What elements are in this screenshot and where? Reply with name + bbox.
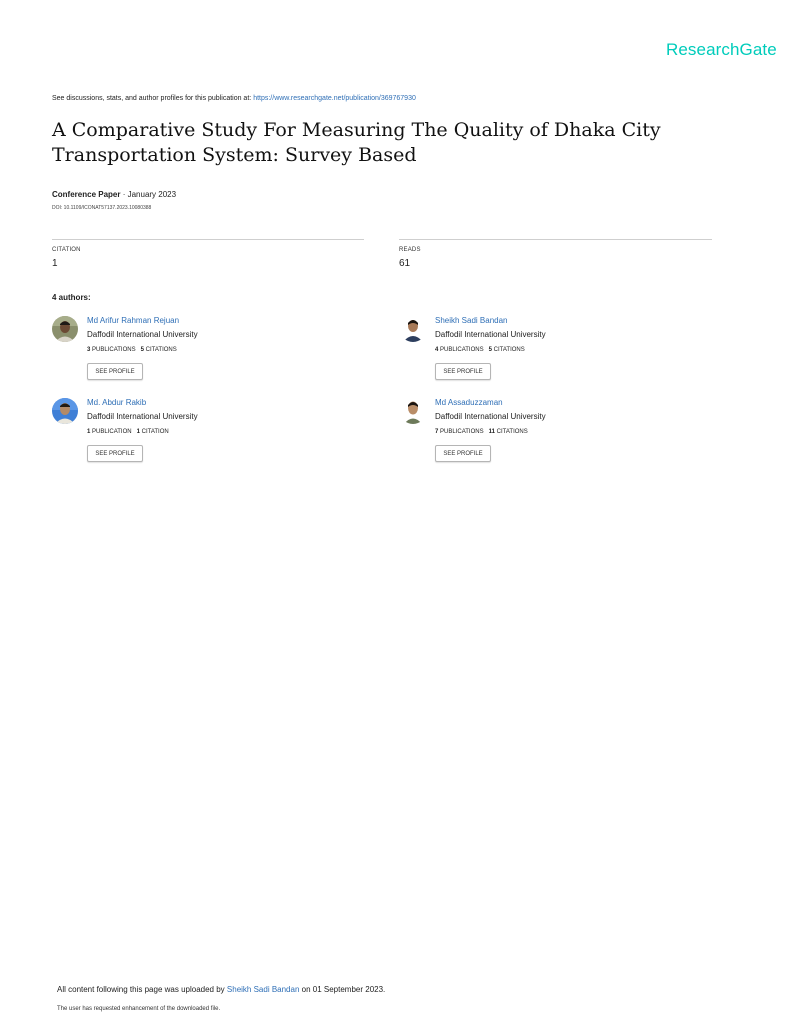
author-avatar[interactable] [400,398,426,424]
citation-label: CITATION [52,247,81,253]
upload-date: on 01 September 2023. [301,985,386,994]
author-name[interactable]: Sheikh Sadi Bandan [435,316,508,325]
publication-label: PUBLICATION [92,429,132,435]
reads-divider [399,239,712,240]
see-profile-button[interactable]: SEE PROFILE [435,363,491,380]
author-stats [87,429,169,435]
citation-label: CITATIONS [145,347,177,353]
author-name[interactable]: Md Assaduzzaman [435,398,503,407]
author-avatar[interactable] [52,316,78,342]
upload-notice [57,985,385,994]
publication-count: 1 [87,429,91,435]
author-stats [435,347,525,353]
publication-type-line [52,190,176,199]
author-affiliation: Daffodil International University [435,412,546,421]
author-name[interactable]: Md Arifur Rahman Rejuan [87,316,180,325]
citation-label: CITATIONS [496,429,528,435]
enhancement-note: The user has requested enhancement of the downloaded file. [57,1006,221,1012]
publication-label: PUBLICATIONS [92,347,136,353]
authors-heading: 4 authors: [52,293,91,302]
publication-type: Conference Paper [52,190,121,199]
author-name[interactable]: Md. Abdur Rakib [87,398,147,407]
author-affiliation: Daffodil International University [87,412,198,421]
publication-label: PUBLICATIONS [440,429,484,435]
citation-count: 11 [488,429,495,435]
author-affiliation: Daffodil International University [435,330,546,339]
notice-text: See discussions, stats, and author profiles for this publication at: [52,95,252,102]
author-stats [87,347,177,353]
see-profile-button[interactable]: SEE PROFILE [435,445,491,462]
citation-count: 1 [52,258,58,269]
reads-label: READS [399,247,421,253]
citation-label: CITATIONS [493,347,525,353]
author-stats [435,429,528,435]
publication-count: 4 [435,347,439,353]
see-profile-button[interactable]: SEE PROFILE [87,445,143,462]
citation-divider [52,239,364,240]
doi: DOI: 10.1109/ICONAT57137.2023.10080388 [52,205,152,211]
citation-label: CITATION [141,429,169,435]
publication-count: 7 [435,429,439,435]
author-avatar[interactable] [400,316,426,342]
citation-count: 1 [136,429,140,435]
researchgate-logo[interactable]: ResearchGate [666,40,777,59]
upload-prefix: All content following this page was uploaded by [57,985,225,994]
uploader-link[interactable]: Sheikh Sadi Bandan [226,985,300,994]
see-profile-button[interactable]: SEE PROFILE [87,363,143,380]
publication-label: PUBLICATIONS [440,347,484,353]
publication-link[interactable]: https://www.researchgate.net/publication/369767930 [253,95,416,102]
publication-notice [52,95,416,102]
citation-count: 5 [140,347,144,353]
publication-count: 3 [87,347,91,353]
publication-date: · January 2023 [122,190,177,199]
citation-count: 5 [488,347,492,353]
paper-title: A Comparative Study For Measuring The Quality of Dhaka City Transportation System: Survey Based [52,119,661,166]
author-affiliation: Daffodil International University [87,330,198,339]
reads-count: 61 [399,258,411,269]
author-avatar[interactable] [52,398,78,424]
